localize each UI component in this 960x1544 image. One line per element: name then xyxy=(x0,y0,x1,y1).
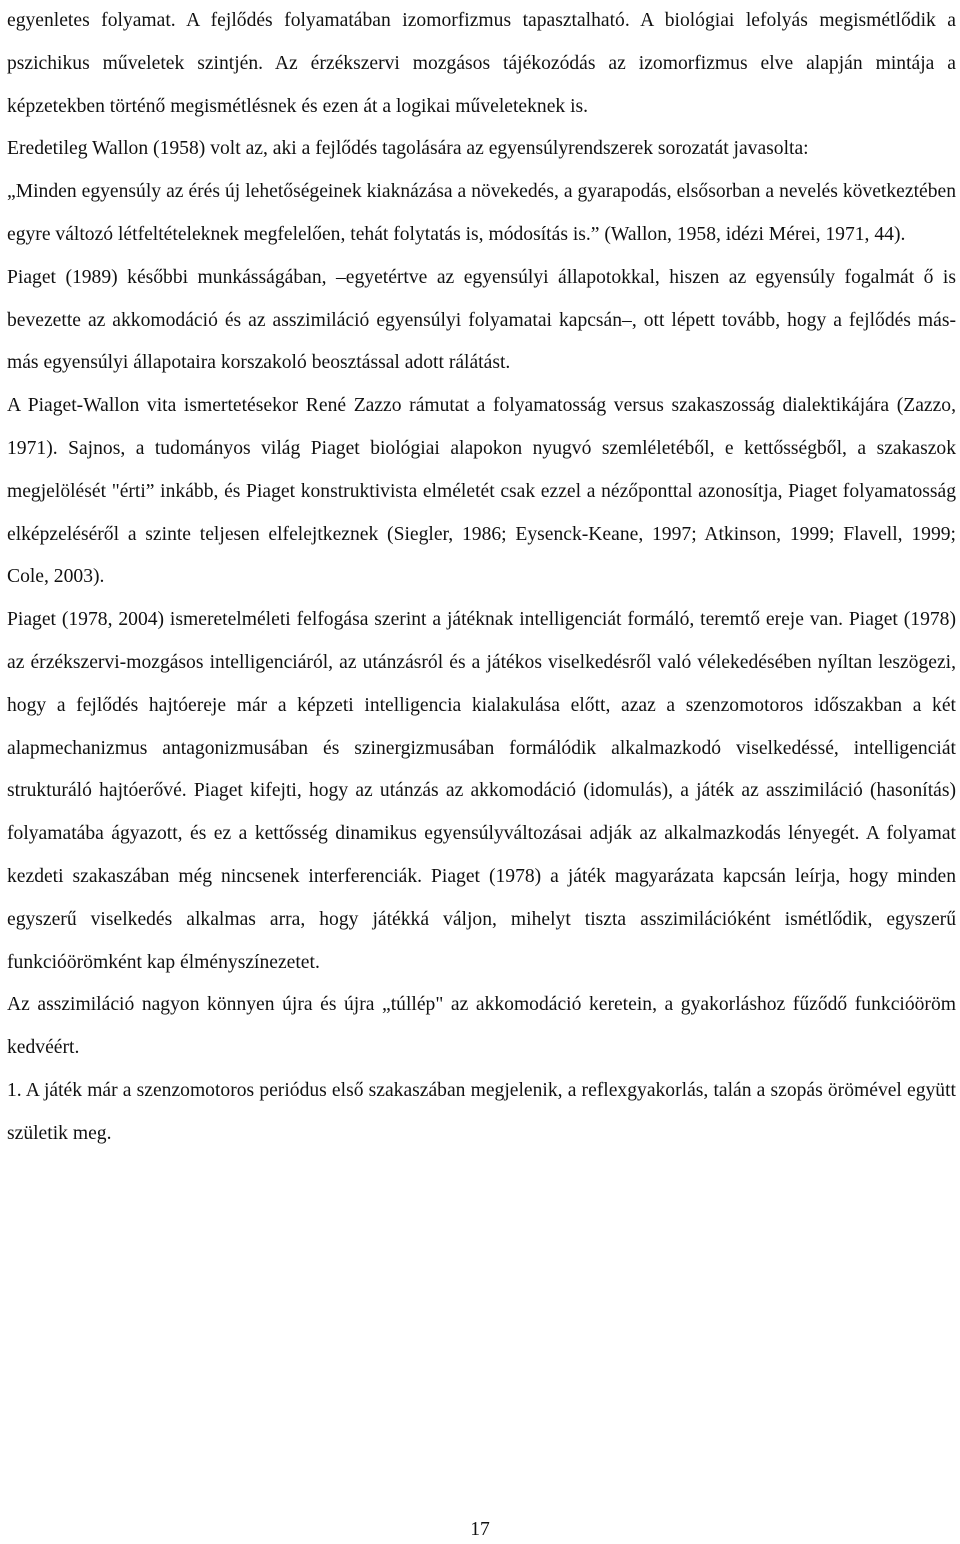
paragraph-asszimilacio: Az asszimiláció nagyon könnyen újra és újra „túllép" az akkomodáció keretein, a gyakorláshoz fűződő funkcióöröm kedvéért. xyxy=(7,994,956,1059)
paragraph-wallon-quote: „Minden egyensúly az érés új lehetőségeinek kiaknázása a növekedés, a gyarapodás, elsősorban a nevelés következtében egyre változó létfeltételeknek megfelelően, tehát folytatás is, módosítás is.” (Wallon, 1958, idézi Mérei, 1971, 44). xyxy=(7,181,956,245)
document-body xyxy=(7,0,956,1156)
paragraph-piaget-jatek: Piaget (1978, 2004) ismeretelméleti felfogása szerint a játéknak intelligenciát formáló, teremtő ereje van. Piaget (1978) az érzékszervi-mozgásos intelligenciáról, az utánzásról és a játékos viselkedésről való vélekedésében nyíltan leszögezi, hogy a fejlődés hajtóereje már a képzeti intelligencia kialakulása előtt, azaz a szenzomotoros időszakban a két alapmechanizmus antagonizmusában és szinergizmusában formálódik alkalmazkodó viselkedéssé, intelligenciát strukturáló hajtóerővé. Piaget kifejti, hogy az utánzás az akkomodáció (idomulás), a játék az asszimiláció (hasonítás) folyamatába ágyazott, és ez a kettősség dinamikus egyensúlyváltozásai adják az alkalmazkodás lényegét. A folyamat kezdeti szakaszában még nincsenek interferenciák. Piaget (1978) a játék magyarázata kapcsán leírja, hogy minden egyszerű viselkedés alkalmas arra, hogy játékká váljon, mihelyt tiszta asszimilációként ismétlődik, egyszerű funkcióörömként kap élményszínezetet. xyxy=(7,609,956,973)
paragraph-piaget-wallon-vita: A Piaget-Wallon vita ismertetésekor René Zazzo rámutat a folyamatosság versus szakaszosság dialektikájára (Zazzo, 1971). Sajnos, a tudományos világ Piaget biológiai alapokon nyugvó szemléletéből, e kettősségből, a szakaszok megjelölését "érti” inkább, és Piaget konstruktivista elméletét csak ezzel a nézőponttal azonosítja, Piaget folyamatosság elképzeléséről a szinte teljesen elfelejtkeznek (Siegler, 1986; Eysenck-Keane, 1997; Atkinson, 1999; Flavell, 1999; Cole, 2003). xyxy=(7,395,956,588)
paragraph-wallon-intro: Eredetileg Wallon (1958) volt az, aki a fejlődés tagolására az egyensúlyrendszerek sorozatát javasolta: xyxy=(7,138,809,160)
paragraph-izomorfizmus: egyenletes folyamat. A fejlődés folyamatában izomorfizmus tapasztalható. A biológiai lefolyás megismétlődik a pszichikus műveletek szintjén. Az érzékszervi mozgásos tájékozódás az izomorfizmus elve alapján mintája a képzetekben történő megismétlésnek és ezen át a logikai műveleteknek is. xyxy=(7,10,956,117)
paragraph-numbered-1: 1. A játék már a szenzomotoros periódus első szakaszában megjelenik, a reflexgyakorlás, talán a szopás örömével együtt születik meg. xyxy=(7,1079,956,1144)
page-number: 17 xyxy=(470,1519,490,1540)
paragraph-piaget-1989: Piaget (1989) későbbi munkásságában, –egyetértve az egyensúlyi állapotokkal, hiszen az egyensúly fogalmát ő is bevezette az akkomodáció és az asszimiláció egyensúlyi folyamatai kapcsán–, ott lépett tovább, hogy a fejlődés más-más egyensúlyi állapotaira korszakoló beosztással adott rálátást. xyxy=(7,266,956,374)
